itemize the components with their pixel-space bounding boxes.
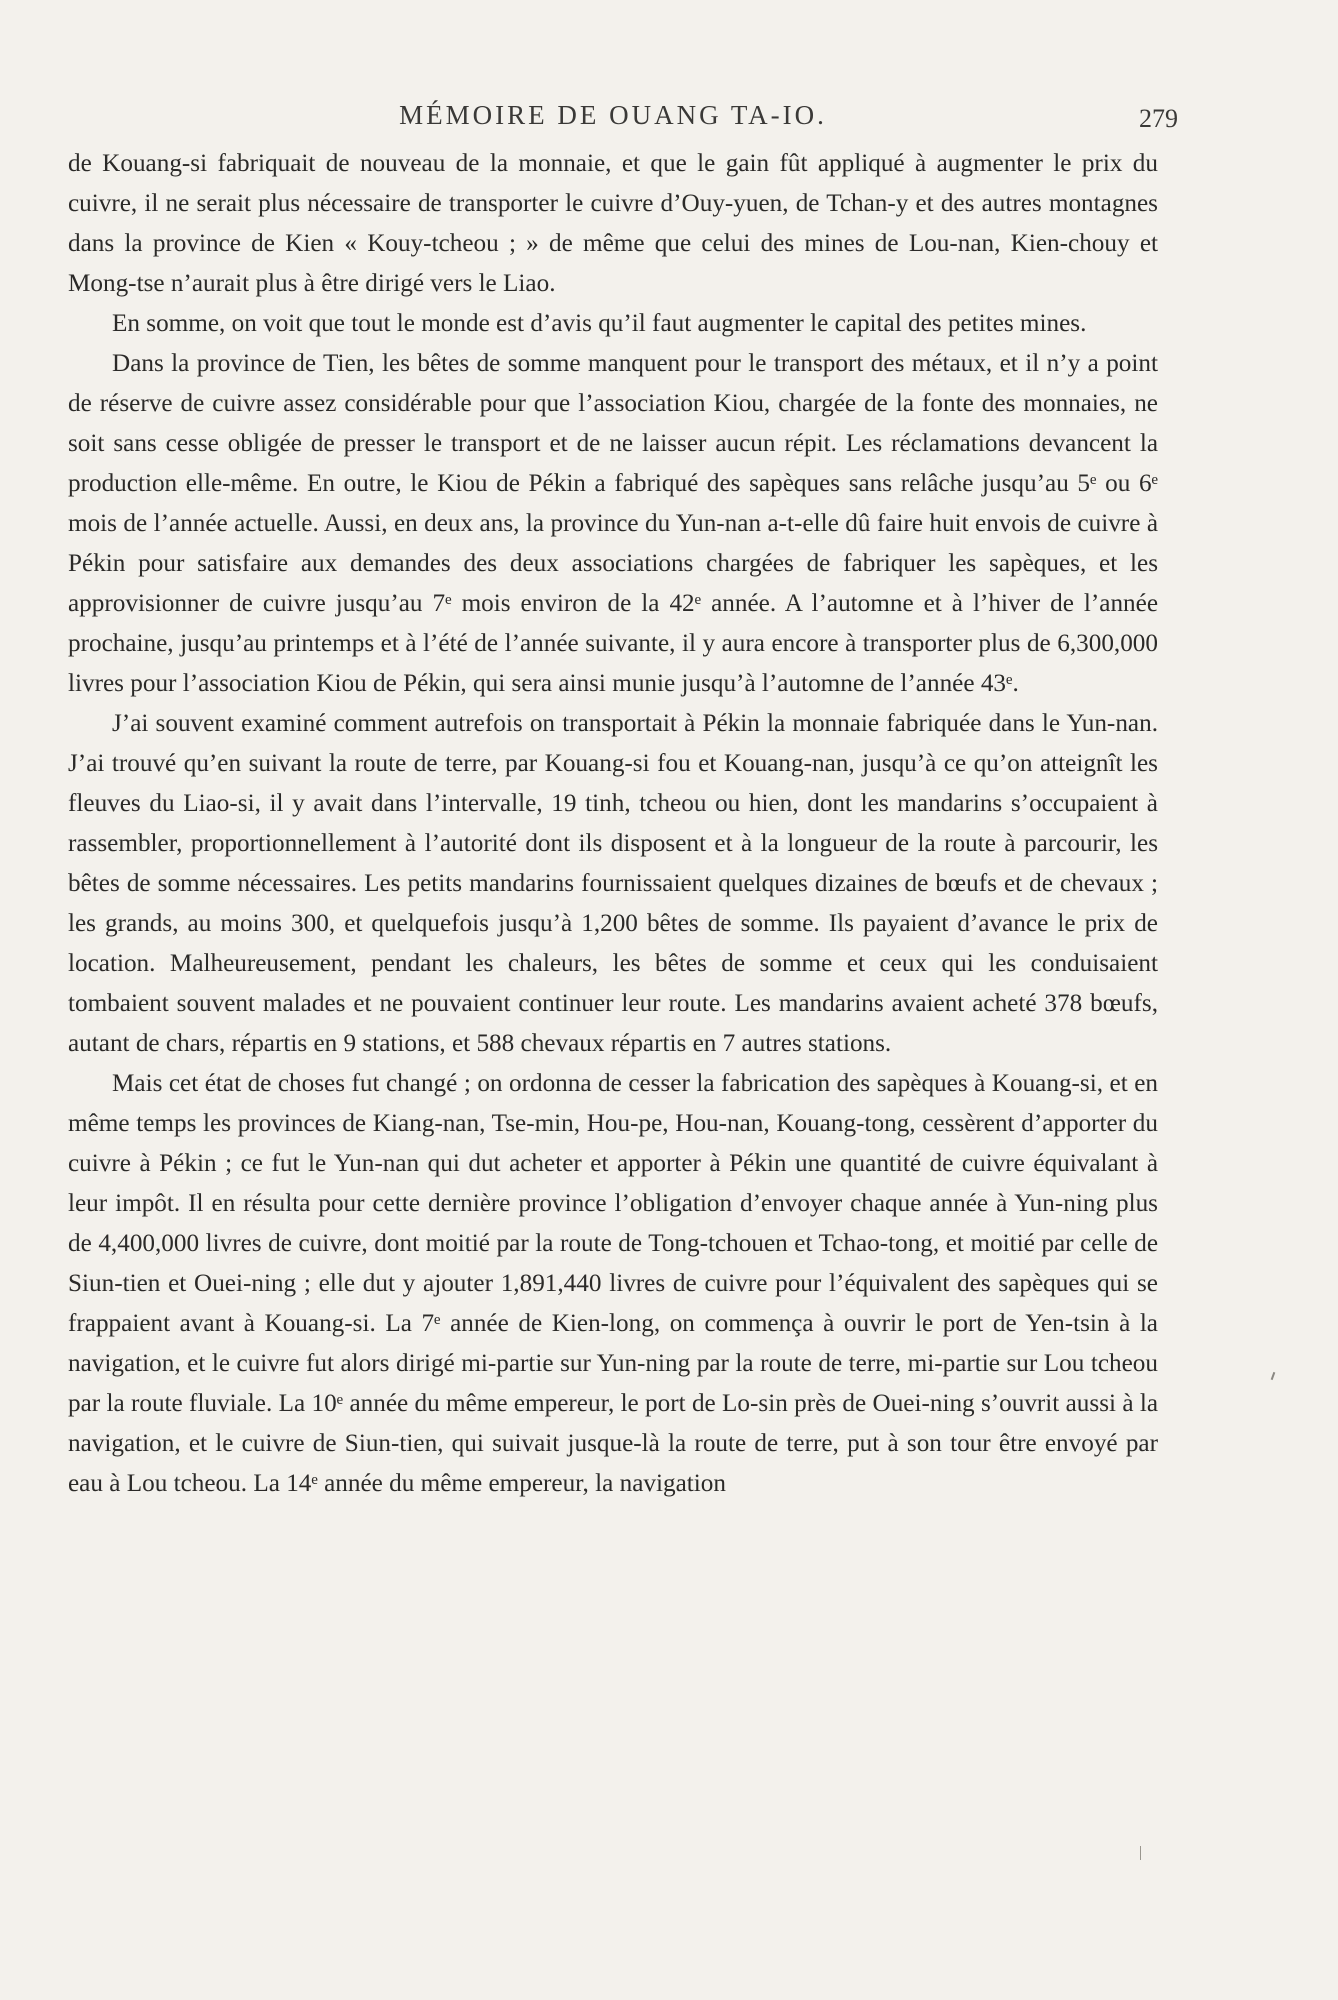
margin-mark — [1271, 1372, 1276, 1380]
running-title: MÉMOIRE DE OUANG TA-IO. — [399, 100, 827, 130]
paragraph-5: Mais cet état de choses fut changé ; on ordonna de cesser la fabrication des sapèques à Kouang-si, et en même temps les provinces de Kiang-nan, Tse-min, Hou-pe, Hou-nan, Kouang-tong, cessèrent d’apporter du cuivre à Pékin ; ce fut le Yun-nan qui dut acheter et apporter à Pékin une quantité de cuivre équivalant à leur impôt. Il en résulta pour cette dernière province l’obligation d’envoyer chaque année à Yun-ning plus de 4,400,000 livres de cuivre, dont moitié par la route de Tong-tchouen et Tchao-tong, et moitié par celle de Siun-tien et Ouei-ning ; elle dut y ajouter 1,891,440 livres de cuivre pour l’équivalent des sapèques qui se frappaient avant à Kouang-si. La 7ᵉ année de Kien-long, on commença à ouvrir le port de Yen-tsin à la navigation, et le cuivre fut alors dirigé mi-partie sur Yun-ning par la route de terre, mi-partie sur Lou tcheou par la route fluviale. La 10ᵉ année du même empereur, le port de Lo-sin près de Ouei-ning s’ouvrit aussi à la navigation, et le cuivre de Siun-tien, qui suivait jusque-là la route de terre, put à son tour être envoyé par eau à Lou tcheou. La 14ᵉ année du même empereur, la navigation — [68, 1070, 1158, 1497]
paragraph-1: de Kouang-si fabriquait de nouveau de la monnaie, et que le gain fût appliqué à augmenter le prix du cuivre, il ne serait plus nécessaire de transporter le cuivre d’Ouy-yuen, de Tchan-y et des autres montagnes dans la province de Kien « Kouy-tcheou ; » de même que celui des mines de Lou-nan, Kien-chouy et Mong-tse n’aurait plus à être dirigé vers le Liao. — [68, 150, 1158, 297]
paragraph-3: Dans la province de Tien, les bêtes de somme manquent pour le transport des métaux, et il n’y a point de réserve de cuivre assez considérable pour que l’association Kiou, chargée de la fonte des monnaies, ne soit sans cesse obligée de presser le transport et de ne laisser aucun répit. Les réclamations devancent la production elle-même. En outre, le Kiou de Pékin a fabriqué des sapèques sans relâche jusqu’au 5ᵉ ou 6ᵉ mois de l’année actuelle. Aussi, en deux ans, la province du Yun-nan a-t-elle dû faire huit envois de cuivre à Pékin pour satisfaire aux demandes des deux associations chargées de fabriquer les sapèques, et les approvisionner de cuivre jusqu’au 7ᵉ mois environ de la 42ᵉ année. A l’automne et à l’hiver de l’année prochaine, jusqu’au printemps et à l’été de l’année suivante, il y aura encore à transporter plus de 6,300,000 livres pour l’association Kiou de Pékin, qui sera ainsi munie jusqu’à l’automne de l’année 43ᵉ. — [68, 350, 1158, 697]
body-text — [68, 144, 1158, 1504]
paragraph-4: J’ai souvent examiné comment autrefois on transportait à Pékin la monnaie fabriquée dans le Yun-nan. J’ai trouvé qu’en suivant la route de terre, par Kouang-si fou et Kouang-nan, jusqu’à ce qu’on atteignît les fleuves du Liao-si, il y avait dans l’intervalle, 19 tinh, tcheou ou hien, dont les mandarins s’occupaient à rassembler, proportionnellement à l’autorité dont ils disposent et à la longueur de la route à parcourir, les bêtes de somme nécessaires. Les petits mandarins fournissaient quelques dizaines de bœufs et de chevaux ; les grands, au moins 300, et quelquefois jusqu’à 1,200 bêtes de somme. Ils payaient d’avance le prix de location. Malheureusement, pendant les chaleurs, les bêtes de somme et ceux qui les conduisaient tombaient souvent malades et ne pouvaient continuer leur route. Les mandarins avaient acheté 378 bœufs, autant de chars, répartis en 9 stations, et 588 chevaux répartis en 7 autres stations. — [68, 710, 1158, 1057]
page-number: 279 — [1139, 104, 1178, 133]
paragraph-2: En somme, on voit que tout le monde est d’avis qu’il faut augmenter le capital des petites mines. — [112, 310, 1087, 337]
running-header — [68, 96, 1178, 144]
margin-mark-bottom — [1140, 1846, 1141, 1860]
